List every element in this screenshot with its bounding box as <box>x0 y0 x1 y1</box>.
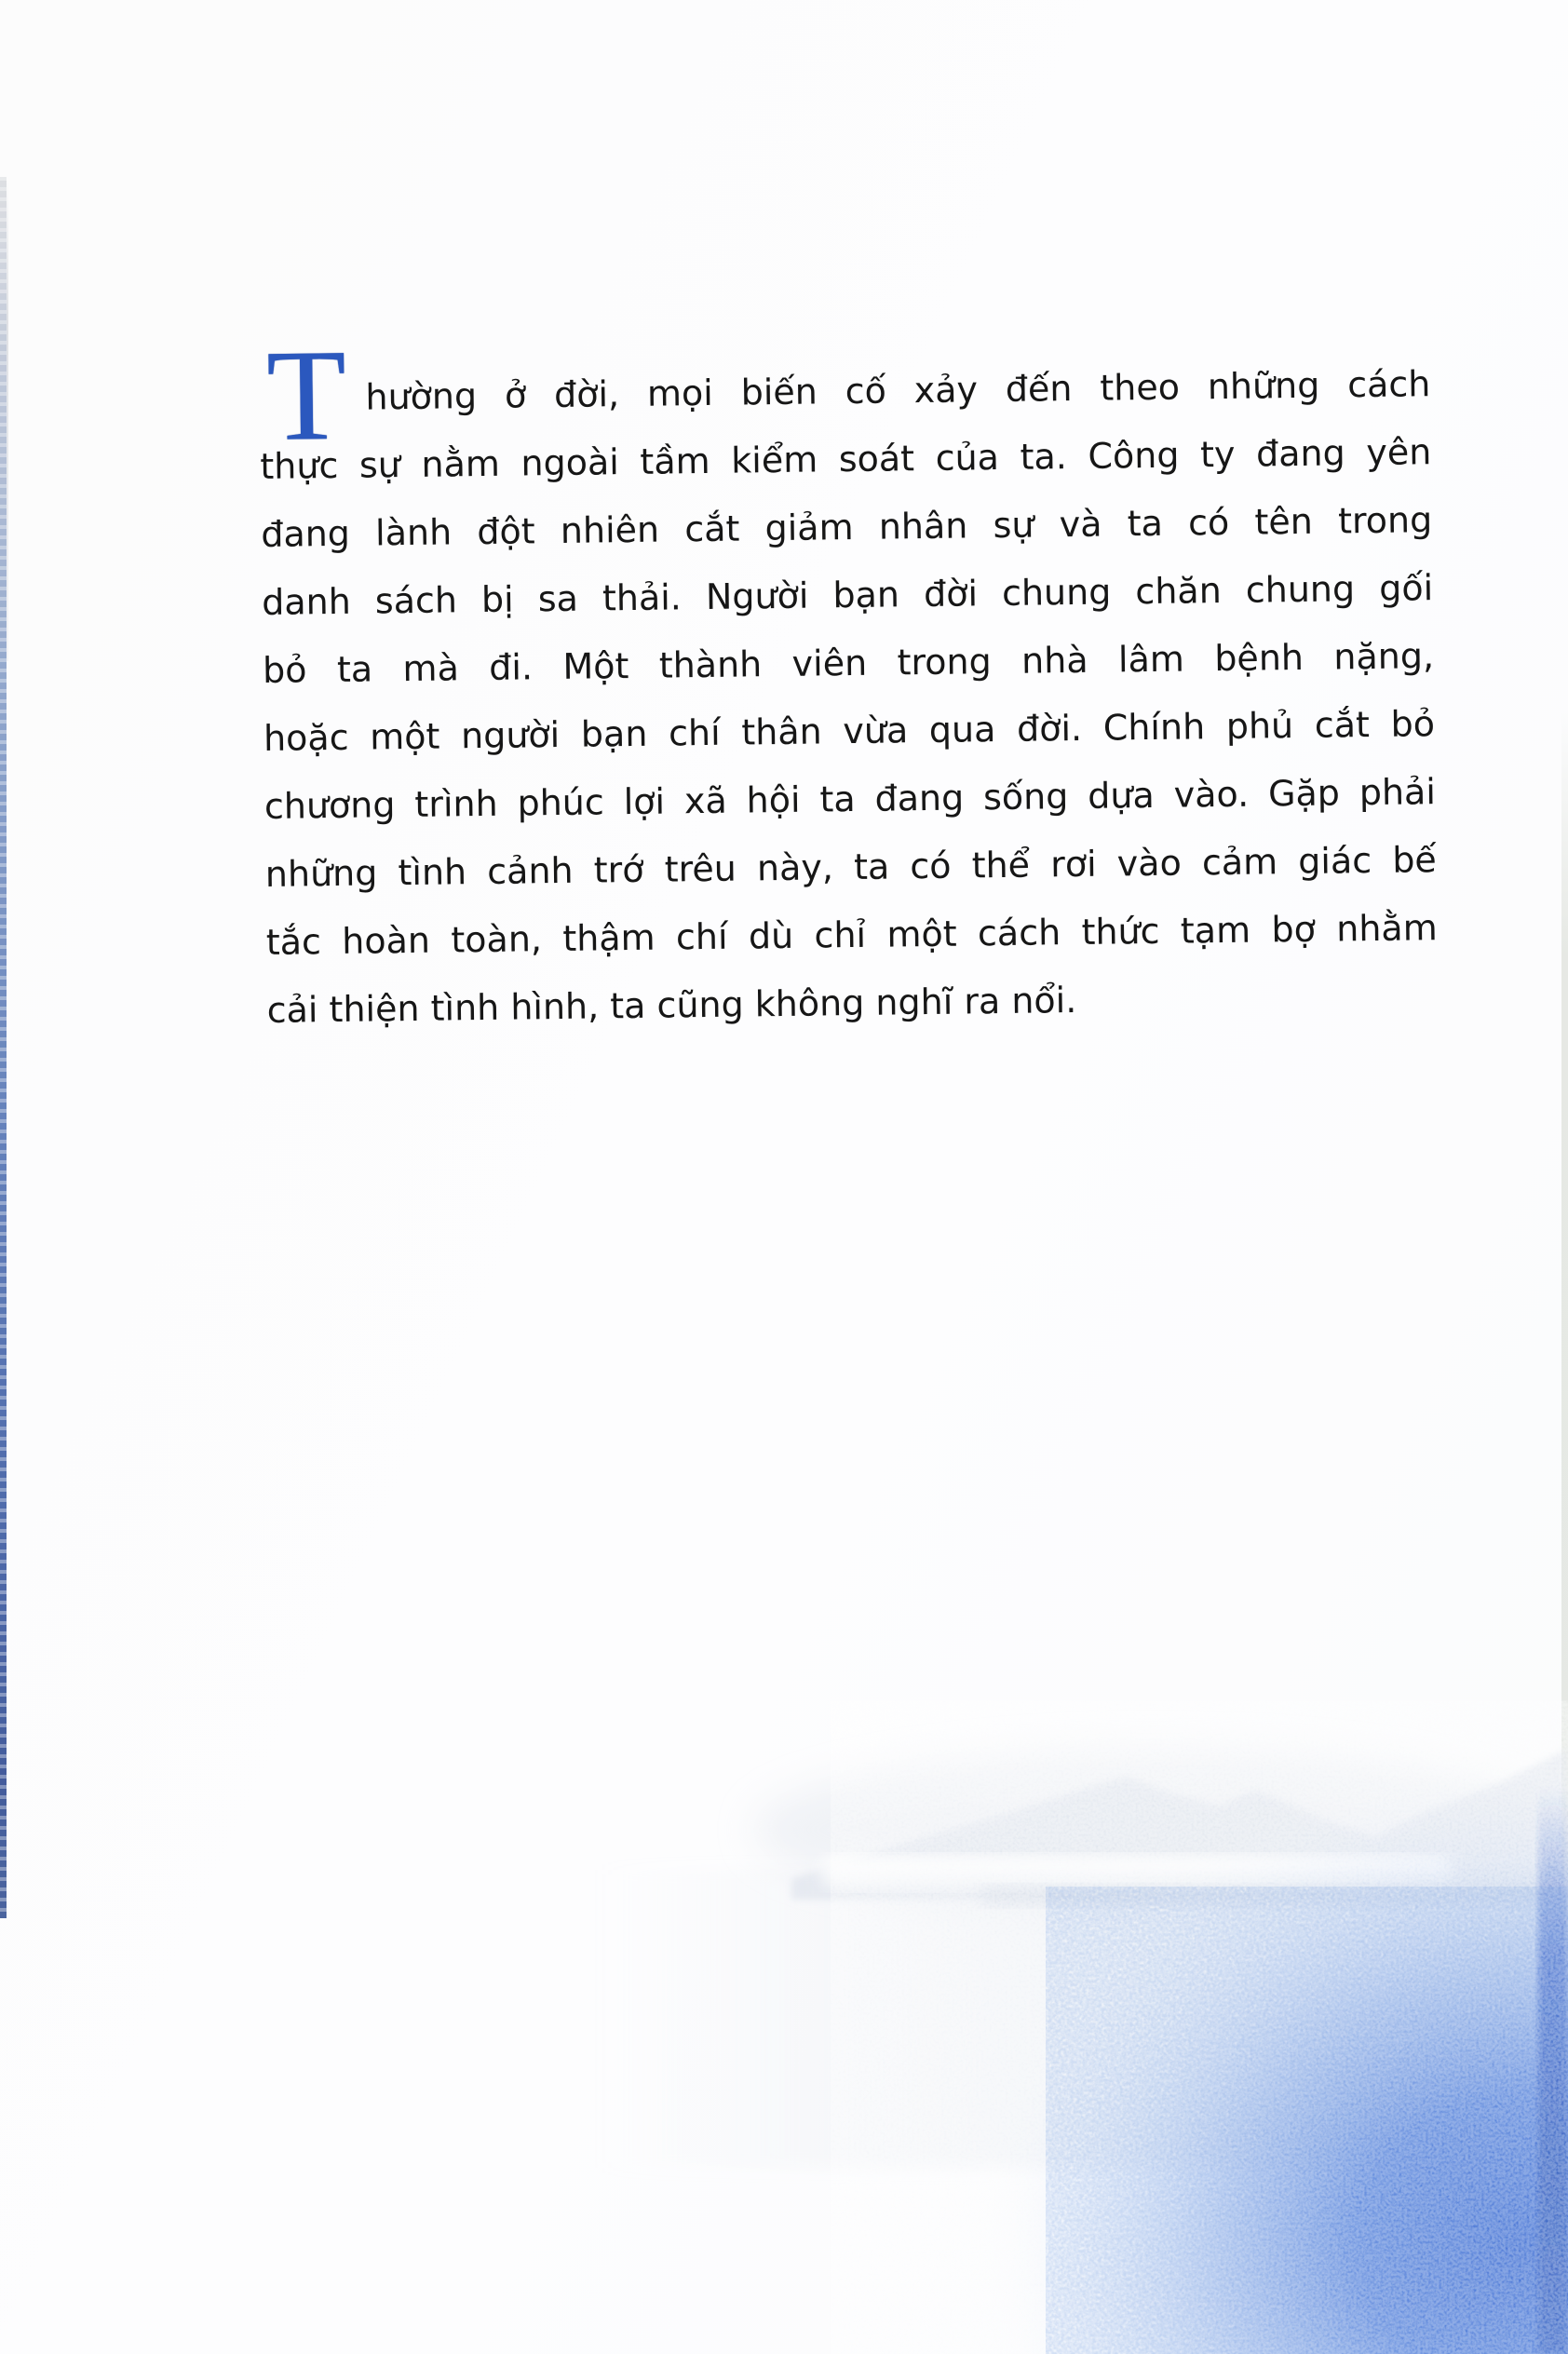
paragraph-line: cải thiện tình hình, ta cũng không nghĩ ra nổi. <box>266 980 1077 1031</box>
paragraph-line: bỏ ta mà đi. Một thành viên trong nhà lâm bệnh nặng, <box>262 635 1435 691</box>
paragraph-line: hoặc một người bạn chí thân vừa qua đời. Chính phủ cắt bỏ <box>263 703 1436 759</box>
paragraph-line: chương trình phúc lợi xã hội ta đang sống dựa vào. Gặp phải <box>264 771 1437 827</box>
paragraph-line: hường ở đời, mọi biến cố xảy đến theo những cách <box>365 363 1431 418</box>
paragraph-line: đang lành đột nhiên cắt giảm nhân sự và ta có tên trong <box>261 499 1433 555</box>
paragraph-line: tắc hoàn toàn, thậm chí dù chỉ một cách thức tạm bợ nhằm <box>265 907 1438 963</box>
page-crease-shadow <box>7 177 8 661</box>
paragraph-line: những tình cảnh trớ trêu này, ta có thể rơi vào cảm giác bế <box>264 839 1438 895</box>
watercolor-landscape-art <box>0 1630 1568 2354</box>
drop-cap-letter: T <box>265 322 347 468</box>
paragraph-line: thực sự nằm ngoài tầm kiểm soát của ta. Công ty đang yên <box>260 431 1432 487</box>
paragraph-block <box>259 322 1439 1045</box>
paragraph-line: danh sách bị sa thải. Người bạn đời chung chăn chung gối <box>261 567 1434 623</box>
watercolor-grain-blue <box>1071 1909 1568 2354</box>
